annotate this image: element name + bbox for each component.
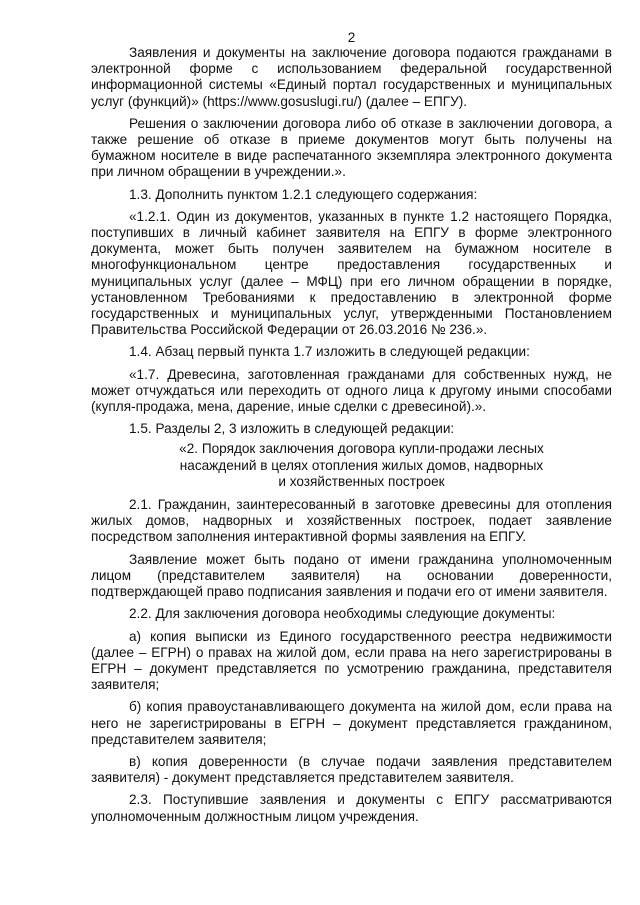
heading-line: «2. Порядок заключения договора купли-продажи лесных bbox=[179, 441, 544, 457]
paragraph-representative: Заявление может быть подано от имени гражданина уполномоченным лицом (представителем заявителя) на основании доверенности, подтверждающей право подписания заявления и подачи его от имени заявителя. bbox=[91, 551, 612, 600]
paragraph-2-3: 2.3. Поступившие заявления и документы с ЕПГУ рассматриваются уполномоченным должностным лицом учреждения. bbox=[91, 792, 612, 824]
paragraph-clause-1-7: «1.7. Древесина, заготовленная гражданами для собственных нужд, не может отчуждаться или переходить от одного лица к другому иными способами (купля-продажа, мена, дарение, иные сделки с древесиной).». bbox=[91, 366, 612, 415]
paragraph-2-1: 2.1. Гражданин, заинтересованный в заготовке древесины для отопления жилых домов, надворных и хозяйственных построек, подает заявление посредством заполнения интерактивной формы заявления на ЕПГУ. bbox=[91, 497, 612, 545]
heading-line: и хозяйственных построек bbox=[278, 473, 445, 489]
paragraph-item-b: б) копия правоустанавливающего документа на жилой дом, если права на него не зарегистрированы в ЕГРН – документ представляется гражданином, представителем заявителя; bbox=[91, 699, 612, 747]
heading-line: насаждений в целях отопления жилых домов, надворных bbox=[179, 457, 544, 473]
paragraph-amend-1-5: 1.5. Разделы 2, 3 изложить в следующей редакции: bbox=[129, 421, 455, 437]
paragraph-decisions-paper: Решения о заключении договора либо об отказе в заключении договора, а также решение об отказе в приеме документов могут быть получены на бумажном носителе в виде распечатанного экземпляра электронного документа при личном обращении в учреждении.». bbox=[91, 115, 612, 180]
paragraph-2-2: 2.2. Для заключения договора необходимы следующие документы: bbox=[129, 606, 556, 622]
paragraph-applications-electronic: Заявления и документы на заключение договора подаются гражданами в электронной форме с использованием федеральной государственной информационной системы «Единый портал государственных и муниципальных услуг (функций)» (https://www.gosuslugi.ru/) (далее – ЕПГУ). bbox=[91, 45, 612, 109]
paragraph-item-a: а) копия выписки из Единого государственного реестра недвижимости (далее – ЕГРН) о правах на жилой дом, если права на него зарегистрированы в ЕГРН – документ представляется по усмотрению гражданина, представителя заявителя; bbox=[91, 628, 612, 693]
paragraph-amend-1-4: 1.4. Абзац первый пункта 1.7 изложить в следующей редакции: bbox=[129, 344, 530, 360]
section-heading bbox=[91, 441, 612, 490]
paragraph-amend-1-3: 1.3. Дополнить пунктом 1.2.1 следующего содержания: bbox=[129, 186, 478, 202]
paragraph-item-v: в) копия доверенности (в случае подачи заявления представителем заявителя) - документ представляется представителем заявителя. bbox=[91, 753, 612, 786]
paragraph-clause-1-2-1: «1.2.1. Один из документов, указанных в пункте 1.2 настоящего Порядка, поступивших в личный кабинет заявителя на ЕПГУ в форме электронного документа, может быть получен заявителем на бумажном носителе в многофункциональном центре предоставления государственных и муниципальных услуг (далее – МФЦ) при его личном обращении в порядке, установленном Требованиями к предоставлению в электронной форме государственных и муниципальных услуг, утвержденными Постановлением Правительства Российской Федерации от 26.03.2016 № 236.». bbox=[91, 208, 612, 338]
page-number: 2 bbox=[347, 30, 356, 45]
